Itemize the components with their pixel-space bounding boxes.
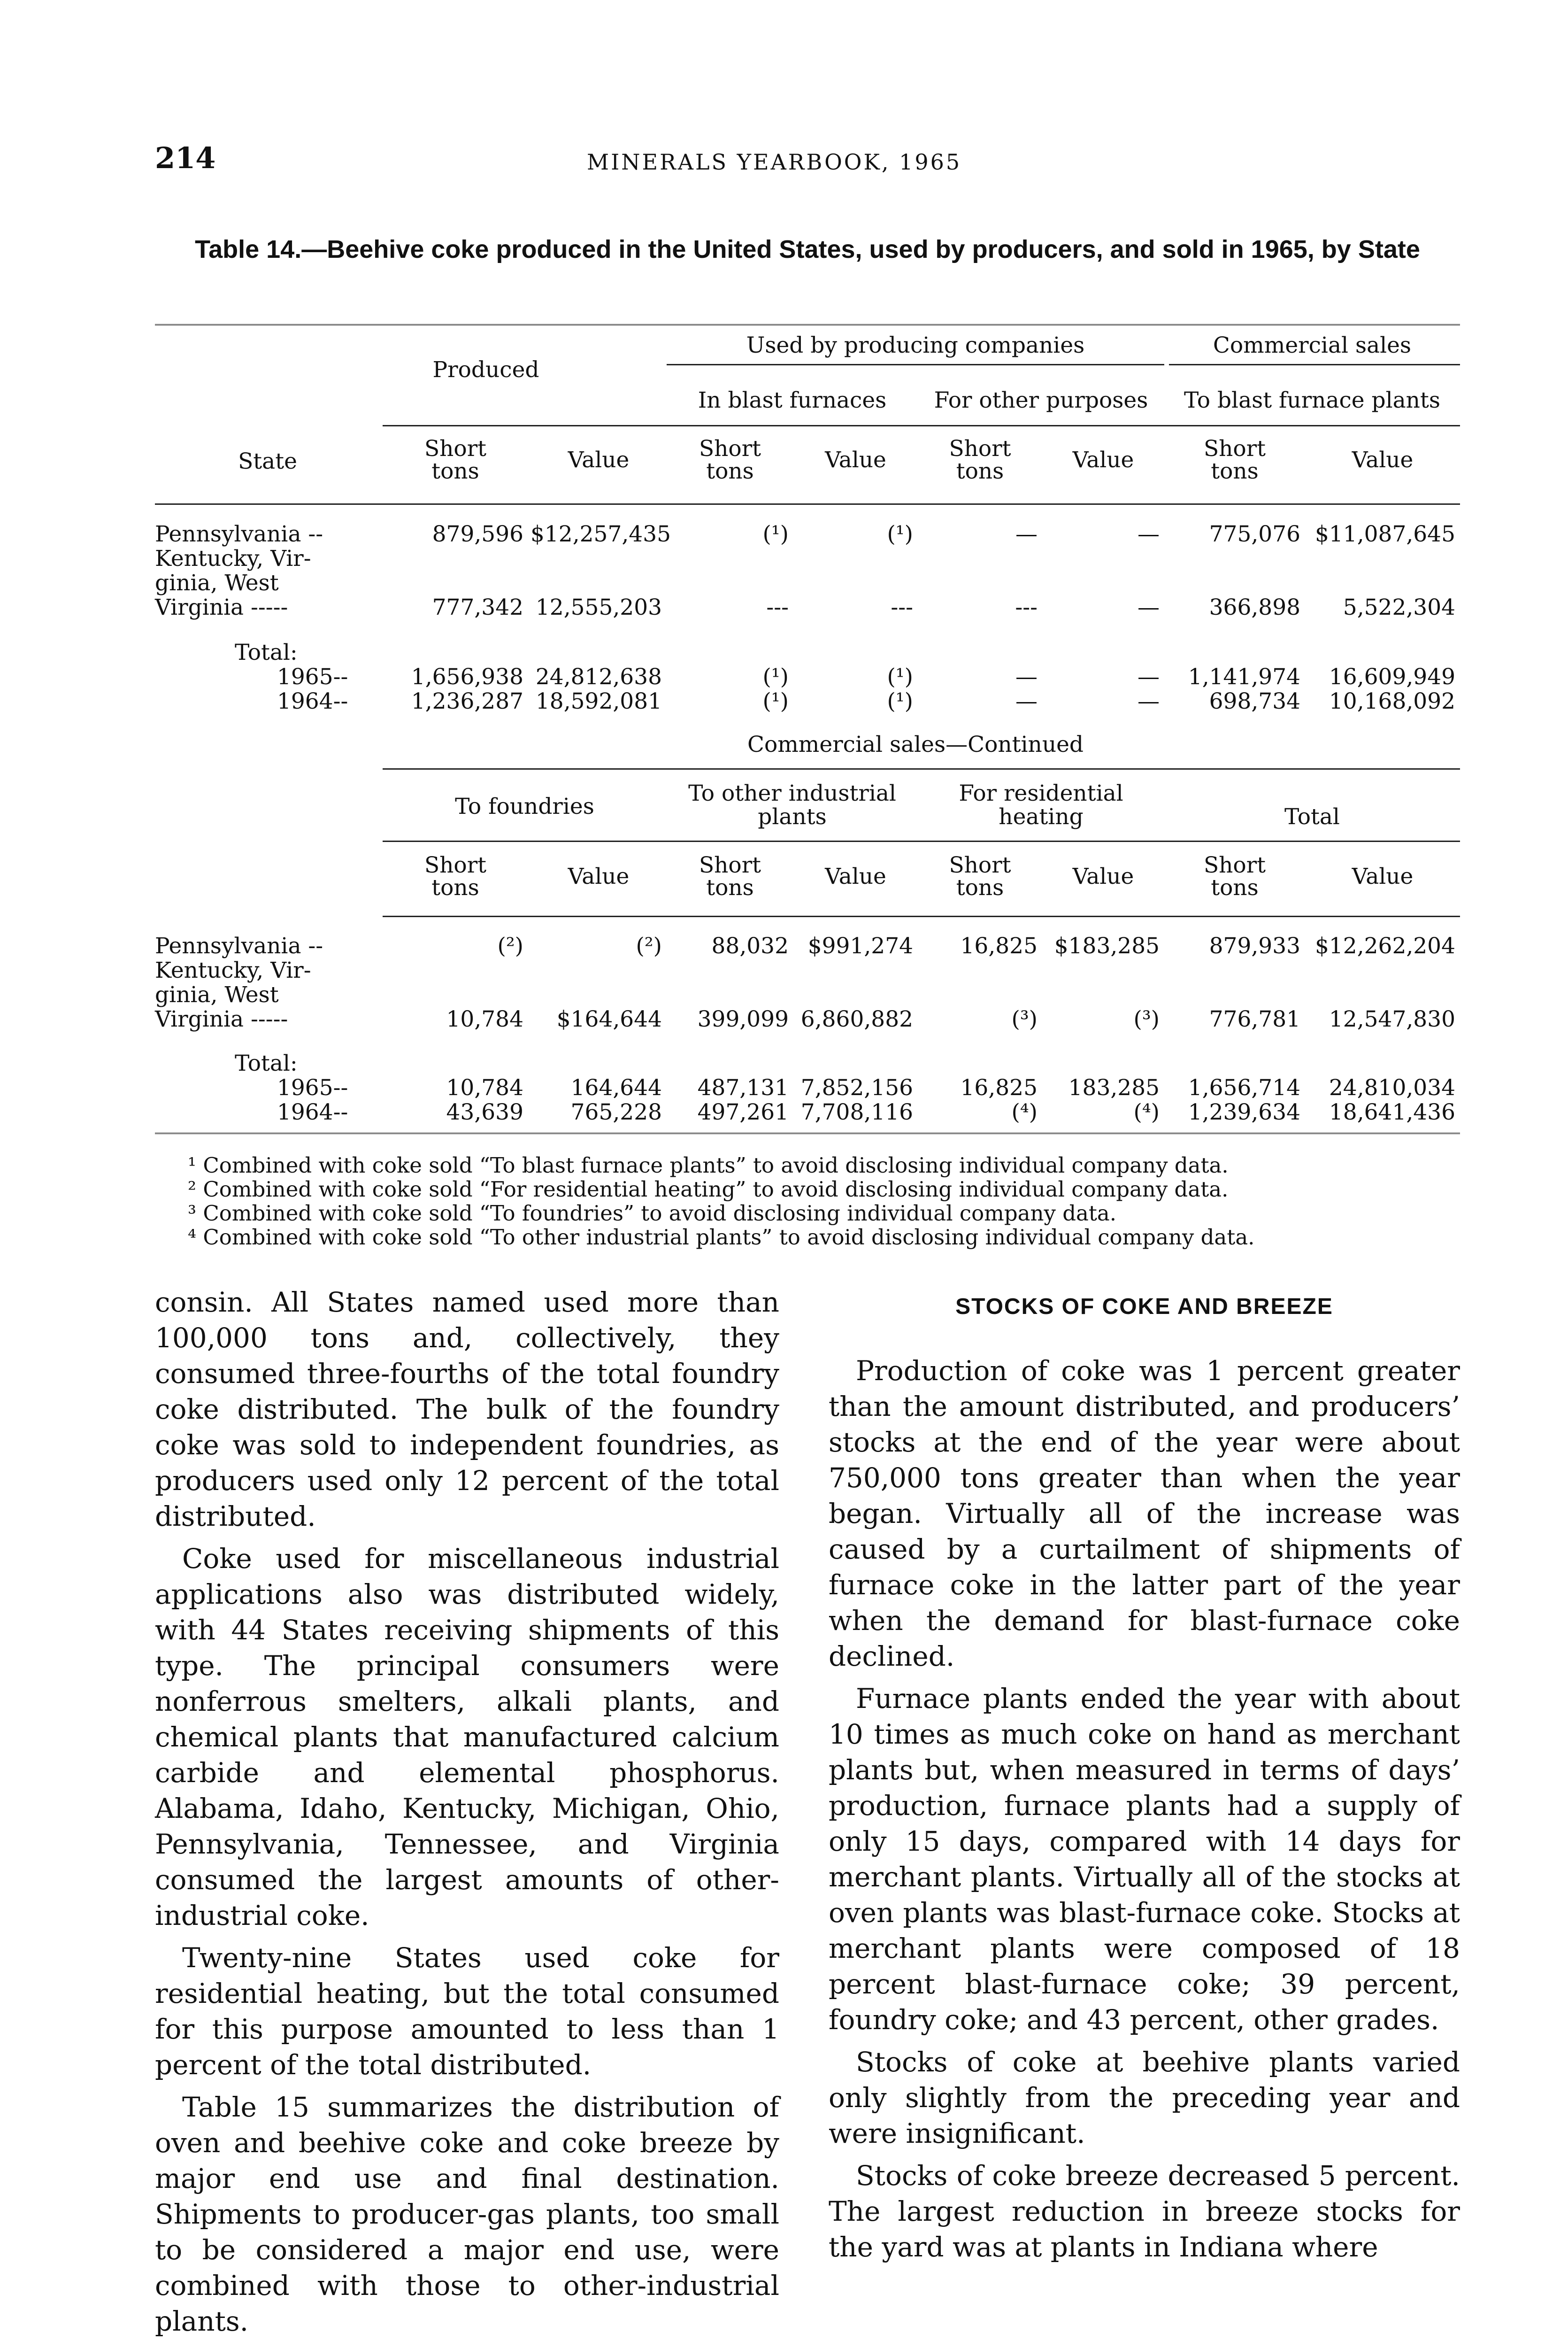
kentucky-wv-cell: 776,781 (1209, 1006, 1300, 1032)
total-1964-cell: 497,261 (697, 1099, 789, 1125)
kentucky-wv-cell: 6,860,882 (800, 1006, 913, 1032)
total-year: 1964-- (277, 1099, 348, 1125)
column-header-tons: tons (706, 458, 754, 484)
column-header-short: Short (424, 852, 487, 878)
column-header-other-purposes: For other purposes (934, 387, 1148, 413)
table-rule (155, 503, 1460, 505)
footnote-4: ⁴ Combined with coke sold “To other industrial plants” to avoid disclosing individual company data. (188, 1225, 1255, 1250)
pennsylvania-cell: (¹) (762, 521, 789, 547)
column-header-short: Short (699, 852, 761, 878)
paragraph: consin. All States named used more than 100,000 tons and, collectively, they consumed three-fourths of the total foundry coke distributed. The bulk of the foundry coke was sold to independent foundries, as producers used only 12 percent of the total distributed. (155, 1286, 779, 1532)
footnote-3: ³ Combined with coke sold “To foundries” to avoid disclosing individual company data. (188, 1201, 1117, 1226)
column-header-tons: tons (431, 458, 479, 484)
total-1965-cell: 487,131 (697, 1075, 789, 1101)
pennsylvania-cell: (¹) (887, 521, 913, 547)
running-head: MINERALS YEARBOOK, 1965 (587, 149, 962, 175)
total-label: Total: (235, 1050, 298, 1076)
state-name: Virginia ----- (155, 1006, 288, 1032)
column-header-tons: tons (956, 875, 1004, 901)
column-header-value: Value (568, 447, 630, 473)
total-1964-cell: (¹) (762, 688, 789, 714)
pennsylvania-cell: 16,825 (960, 933, 1038, 959)
total-1964-cell: 698,734 (1209, 688, 1300, 714)
kentucky-wv-cell: 12,555,203 (535, 595, 662, 620)
total-1965-cell: — (1138, 664, 1160, 690)
state-name: Virginia ----- (155, 595, 288, 620)
column-header-tons: tons (956, 458, 1004, 484)
state-name: ginia, West (155, 982, 279, 1008)
total-1964-cell: 18,641,436 (1329, 1099, 1455, 1125)
kentucky-wv-cell: 366,898 (1209, 595, 1300, 620)
section-heading: STOCKS OF COKE AND BREEZE (955, 1294, 1333, 1319)
total-1965-cell: 24,810,034 (1329, 1075, 1455, 1101)
total-1965-cell: 183,285 (1068, 1075, 1160, 1101)
total-year: 1964-- (277, 688, 348, 714)
column-header-value: Value (825, 447, 886, 473)
column-header-industrial-1: To other industrial (688, 780, 896, 806)
pennsylvania-cell: — (1015, 521, 1038, 547)
total-1964-cell: 1,236,287 (411, 688, 523, 714)
total-1965-cell: 1,656,714 (1188, 1075, 1300, 1101)
table-rule (383, 768, 1460, 770)
column-header-produced: Produced (432, 357, 539, 383)
pennsylvania-cell: (²) (497, 933, 523, 959)
total-1964-cell: 765,228 (570, 1099, 662, 1125)
total-1964-cell: — (1015, 688, 1038, 714)
total-1965-cell: 24,812,638 (535, 664, 662, 690)
pennsylvania-cell: $183,285 (1054, 933, 1160, 959)
paragraph: Stocks of coke breeze decreased 5 percent. The largest reduction in breeze stocks for the yard was at plants in Indiana where (829, 2160, 1460, 2263)
page-number: 214 (155, 141, 216, 175)
pennsylvania-cell: 88,032 (711, 933, 789, 959)
state-name: Kentucky, Vir- (155, 958, 311, 983)
pennsylvania-cell: (²) (636, 933, 662, 959)
column-header-continued: Commercial sales—Continued (747, 732, 1084, 757)
total-1964-cell: 1,239,634 (1188, 1099, 1300, 1125)
column-header-tons: tons (706, 875, 754, 901)
table-rule (155, 1133, 1460, 1136)
total-1964-cell: — (1138, 688, 1160, 714)
column-header-residential-1: For residential (959, 780, 1123, 806)
kentucky-wv-cell: --- (766, 595, 789, 620)
total-1964-cell: 10,168,092 (1329, 688, 1455, 714)
column-header-blast-furnaces: In blast furnaces (698, 387, 887, 413)
kentucky-wv-cell: --- (891, 595, 913, 620)
column-header-short: Short (949, 852, 1011, 878)
pennsylvania-cell: $12,257,435 (530, 521, 671, 547)
column-header-commercial: Commercial sales (1213, 332, 1412, 358)
total-1965-cell: (¹) (762, 664, 789, 690)
total-year: 1965-- (277, 1075, 348, 1101)
total-1965-cell: 10,784 (446, 1075, 523, 1101)
total-1964-cell: 18,592,081 (535, 688, 662, 714)
total-1964-cell: (⁴) (1011, 1099, 1038, 1125)
paragraph: Production of coke was 1 percent greater than the amount distributed, and producers’ stocks at the end of the year were about 750,000 tons greater than when the year began. Virtually all of the increase was caused by a curtailment of shipments of furnace coke in the latter part of the year when the demand for blast-furnace coke declined. (829, 1355, 1460, 1672)
table-rule (383, 841, 1460, 842)
total-1965-cell: 1,141,974 (1188, 664, 1300, 690)
column-header-value: Value (1352, 447, 1414, 473)
kentucky-wv-cell: — (1138, 595, 1160, 620)
table-rule (1169, 364, 1460, 365)
column-header-industrial-2: plants (758, 804, 827, 830)
column-header-foundries: To foundries (455, 794, 594, 819)
right-column (829, 1289, 1460, 2265)
pennsylvania-cell: — (1138, 521, 1160, 547)
column-header-value: Value (825, 864, 886, 889)
paragraph: Coke used for miscellaneous industrial applications also was distributed widely, with 44 States receiving shipments of this type. The principal consumers were nonferrous smelters, alkali plants, and chemical plants that manufactured calcium carbide and elemental phosphorus. Alabama, Idaho, Kentucky, Michigan, Ohio, Pennsylvania, Tennessee, and Virginia consumed the largest amounts of other-industrial coke. (155, 1543, 779, 1931)
state-name: Kentucky, Vir- (155, 546, 311, 572)
state-name: Pennsylvania -- (155, 521, 323, 547)
column-header-short: Short (699, 436, 761, 462)
paragraph: Stocks of coke at beehive plants varied only slightly from the preceding year and were insignificant. (829, 2046, 1460, 2149)
total-1965-cell: 164,644 (570, 1075, 662, 1101)
state-name: ginia, West (155, 570, 279, 596)
kentucky-wv-cell: 5,522,304 (1343, 595, 1455, 620)
kentucky-wv-cell: (³) (1011, 1006, 1038, 1032)
column-header-tons: tons (431, 875, 479, 901)
total-label: Total: (235, 640, 298, 665)
column-header-short: Short (949, 436, 1011, 462)
column-header-state: State (238, 448, 297, 474)
state-name: Pennsylvania -- (155, 933, 323, 959)
column-header-tons: tons (1211, 458, 1259, 484)
total-1965-cell: 7,852,156 (800, 1075, 913, 1101)
total-1965-cell: (¹) (887, 664, 913, 690)
table-rule (667, 364, 1164, 365)
total-1965-cell: 16,609,949 (1329, 664, 1455, 690)
table-rule (383, 916, 1460, 917)
table-rule (383, 425, 1460, 426)
kentucky-wv-cell: 12,547,830 (1329, 1006, 1455, 1032)
column-header-used: Used by producing companies (746, 332, 1085, 358)
pennsylvania-cell: 775,076 (1209, 521, 1300, 547)
kentucky-wv-cell: 399,099 (697, 1006, 789, 1032)
column-header-total: Total (1284, 804, 1340, 830)
paragraph: Twenty-nine States used coke for residential heating, but the total consumed for this purpose amounted to less than 1 percent of the total distributed. (155, 1942, 779, 2081)
total-1964-cell: 43,639 (446, 1099, 523, 1125)
column-header-to-blast: To blast furnace plants (1184, 387, 1440, 413)
kentucky-wv-cell: 10,784 (446, 1006, 523, 1032)
pennsylvania-cell: 879,933 (1209, 933, 1300, 959)
kentucky-wv-cell: $164,644 (556, 1006, 662, 1032)
total-year: 1965-- (277, 664, 348, 690)
kentucky-wv-cell: 777,342 (432, 595, 523, 620)
column-header-short: Short (424, 436, 487, 462)
column-header-tons: tons (1211, 875, 1259, 901)
kentucky-wv-cell: (³) (1133, 1006, 1160, 1032)
footnote-1: ¹ Combined with coke sold “To blast furnace plants” to avoid disclosing individual company data. (188, 1153, 1229, 1178)
total-1964-cell: (¹) (887, 688, 913, 714)
paragraph: Furnace plants ended the year with about 10 times as much coke on hand as merchant plants but, when measured in terms of days’ production, furnace plants had a supply of only 15 days, compared with 14 days for merchant plants. Virtually all of the stocks at oven plants was blast-furnace coke. Stocks at merchant plants were composed of 18 percent blast-furnace coke; 39 percent, foundry coke; and 43 percent, other grades. (829, 1683, 1460, 2036)
column-header-value: Value (568, 864, 630, 889)
pennsylvania-cell: $11,087,645 (1314, 521, 1455, 547)
kentucky-wv-cell: --- (1015, 595, 1038, 620)
table-rule (155, 324, 1460, 327)
footnote-2: ² Combined with coke sold “For residential heating” to avoid disclosing individual company data. (188, 1177, 1229, 1202)
total-1965-cell: 1,656,938 (411, 664, 523, 690)
column-header-value: Value (1352, 864, 1414, 889)
total-1964-cell: (⁴) (1133, 1099, 1160, 1125)
total-1965-cell: — (1015, 664, 1038, 690)
total-1965-cell: 16,825 (960, 1075, 1038, 1101)
total-1964-cell: 7,708,116 (800, 1099, 913, 1125)
column-header-residential-2: heating (999, 804, 1084, 830)
paragraph: Table 15 summarizes the distribution of oven and beehive coke and coke breeze by major end use and final destination. Shipments to producer-gas plants, too small to be considered a major end use, were combined with those to other-industrial plants. (155, 2091, 779, 2337)
left-column (155, 1284, 779, 2339)
column-header-value: Value (1072, 447, 1134, 473)
column-header-short: Short (1203, 436, 1266, 462)
table-title: Table 14.—Beehive coke produced in the United States, used by producers, and sold in 1965, by State (195, 235, 1420, 263)
pennsylvania-cell: 879,596 (432, 521, 523, 547)
column-header-value: Value (1072, 864, 1134, 889)
pennsylvania-cell: $991,274 (807, 933, 913, 959)
pennsylvania-cell: $12,262,204 (1314, 933, 1455, 959)
column-header-short: Short (1203, 852, 1266, 878)
